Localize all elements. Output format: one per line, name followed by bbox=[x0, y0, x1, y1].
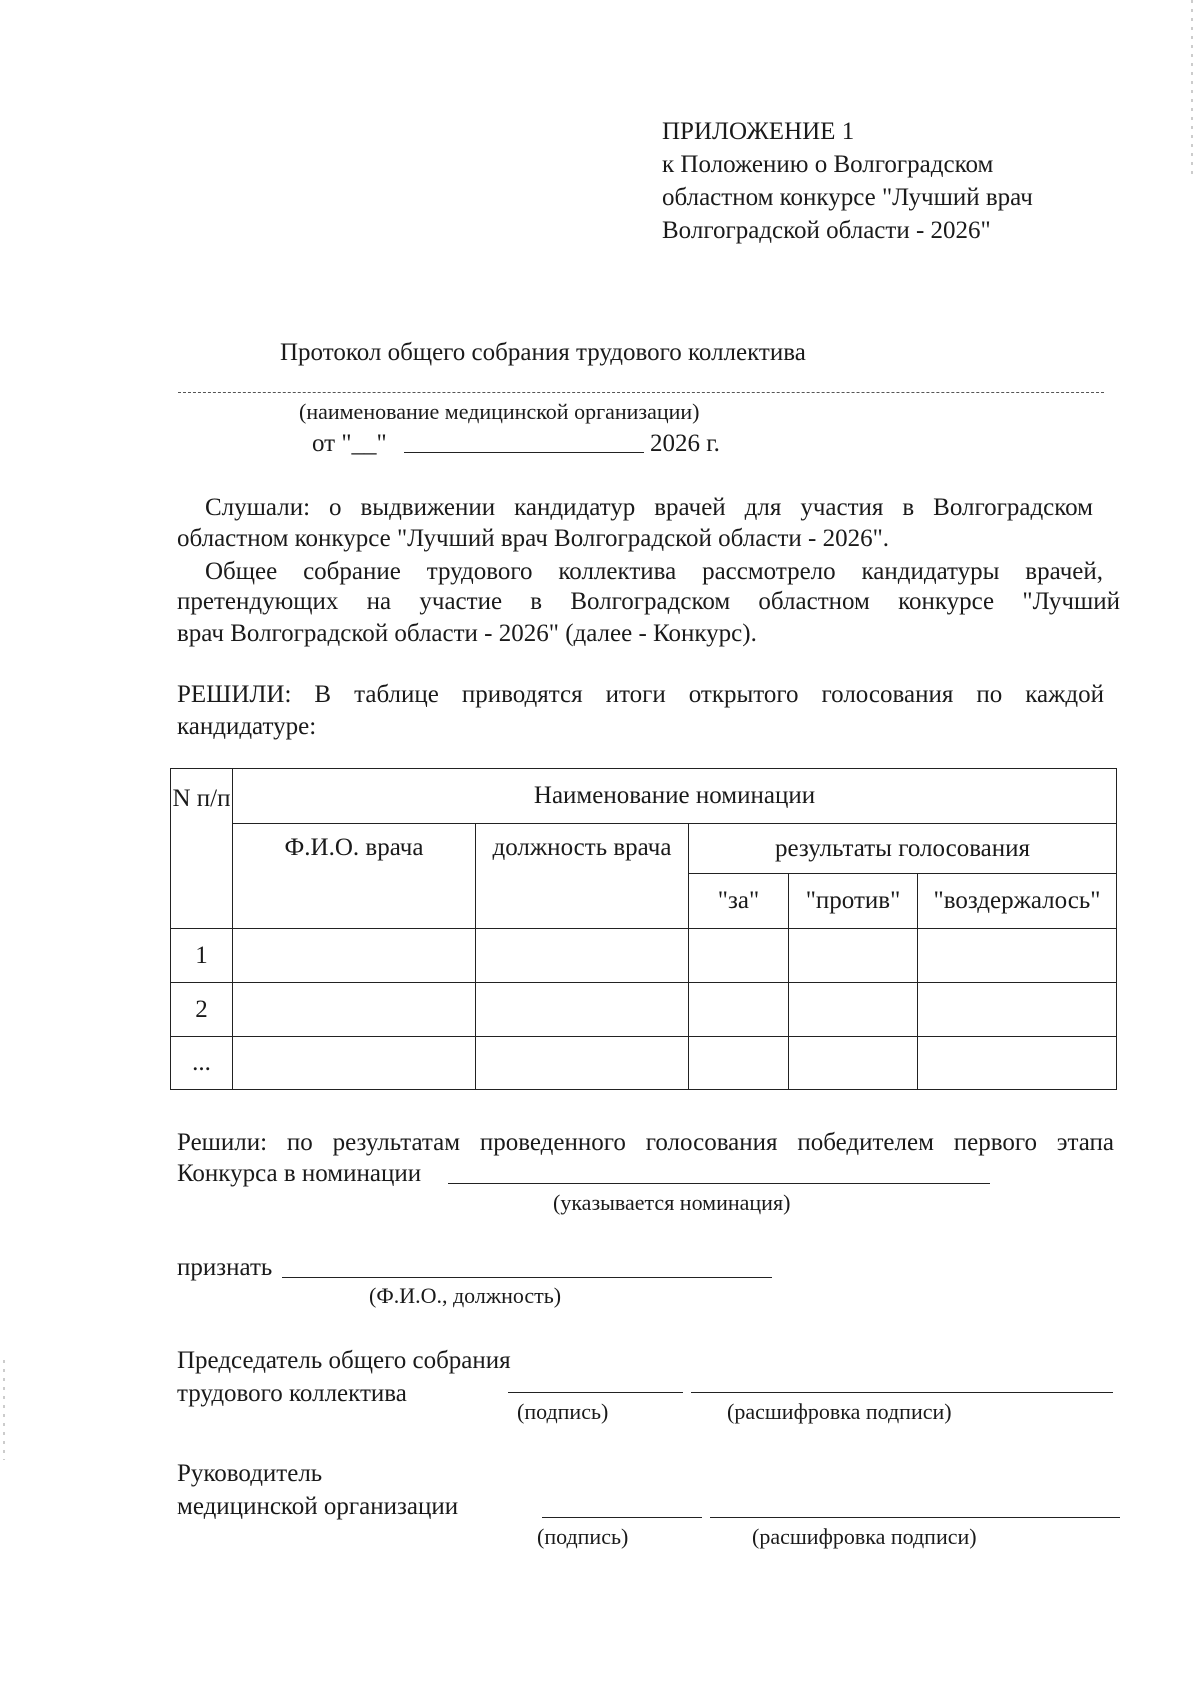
chairman-sign-line bbox=[508, 1392, 683, 1393]
org-caption: (наименование медицинской организации) bbox=[299, 399, 700, 424]
scan-artifact bbox=[1191, 0, 1193, 175]
voting-table bbox=[170, 768, 1117, 1090]
col-header-name: Ф.И.О. врача bbox=[233, 824, 476, 929]
col-header-number: N п/п bbox=[171, 769, 233, 929]
chairman-sign-caption: (подпись) bbox=[517, 1399, 609, 1424]
recognize-caption: (Ф.И.О., должность) bbox=[369, 1283, 562, 1308]
table-row bbox=[171, 929, 1117, 983]
page-title: Протокол общего собрания трудового коллектива bbox=[280, 339, 806, 366]
cell-for bbox=[689, 929, 789, 983]
cell-against bbox=[789, 1037, 918, 1090]
chairman-line1: Председатель общего собрания bbox=[177, 1347, 511, 1374]
cell-position bbox=[476, 983, 689, 1037]
cell-against bbox=[789, 983, 918, 1037]
chairman-decode-line bbox=[691, 1392, 1113, 1393]
row-number: 2 bbox=[171, 983, 233, 1037]
cell-for bbox=[689, 1037, 789, 1090]
appendix-line4: Волгоградской области - 2026" bbox=[662, 217, 991, 244]
nomination-caption: (указывается номинация) bbox=[553, 1190, 791, 1215]
head-line2: медицинской организации bbox=[177, 1493, 459, 1520]
cell-abstained bbox=[918, 929, 1117, 983]
chairman-decode-caption: (расшифровка подписи) bbox=[727, 1399, 952, 1424]
appendix-line2: к Положению о Волгоградском bbox=[662, 151, 994, 178]
decided-line1: РЕШИЛИ: В таблице приводятся итоги открытого голосования по каждой bbox=[177, 681, 1104, 708]
appendix-line3: областном конкурсе "Лучший врач bbox=[662, 184, 1033, 211]
cell-name bbox=[233, 1037, 476, 1090]
decided-line2: кандидатуре: bbox=[177, 713, 317, 740]
org-name-line bbox=[178, 392, 1104, 393]
cell-abstained bbox=[918, 1037, 1117, 1090]
cell-position bbox=[476, 929, 689, 983]
cell-position bbox=[476, 1037, 689, 1090]
cell-name bbox=[233, 929, 476, 983]
date-prefix: от "__" bbox=[312, 430, 387, 457]
col-header-position: должность врача bbox=[476, 824, 689, 929]
resolution-line1: Решили: по результатам проведенного голосования победителем первого этапа bbox=[177, 1129, 1114, 1156]
recognize-line bbox=[282, 1277, 772, 1278]
table-row bbox=[171, 983, 1117, 1037]
col-header-against: "против" bbox=[789, 874, 918, 929]
col-header-results: результаты голосования bbox=[689, 824, 1117, 874]
row-number: 1 bbox=[171, 929, 233, 983]
head-sign-line bbox=[542, 1517, 702, 1518]
heard-line2: областном конкурсе "Лучший врач Волгоградской области - 2026". bbox=[177, 525, 890, 552]
scan-artifact bbox=[3, 1360, 5, 1460]
heard-line5: врач Волгоградской области - 2026" (далее - Конкурс). bbox=[177, 620, 757, 647]
cell-abstained bbox=[918, 983, 1117, 1037]
appendix-line1: ПРИЛОЖЕНИЕ 1 bbox=[662, 118, 855, 145]
cell-name bbox=[233, 983, 476, 1037]
date-line bbox=[404, 452, 644, 453]
col-header-abstained: "воздержалось" bbox=[918, 874, 1117, 929]
cell-against bbox=[789, 929, 918, 983]
nomination-header: Наименование номинации bbox=[233, 769, 1117, 824]
chairman-line2: трудового коллектива bbox=[177, 1380, 407, 1407]
head-line1: Руководитель bbox=[177, 1460, 323, 1487]
heard-line4: претендующих на участие в Волгоградском областном конкурсе "Лучший bbox=[177, 588, 1120, 615]
head-decode-line bbox=[710, 1517, 1120, 1518]
resolution-line2: Конкурса в номинации bbox=[177, 1160, 422, 1187]
recognize-label: признать bbox=[177, 1254, 273, 1281]
heard-line3: Общее собрание трудового коллектива рассмотрело кандидатуры врачей, bbox=[205, 558, 1103, 585]
heard-line1: Слушали: о выдвижении кандидатур врачей для участия в Волгоградском bbox=[205, 494, 1093, 521]
table-row bbox=[171, 1037, 1117, 1090]
head-decode-caption: (расшифровка подписи) bbox=[752, 1524, 977, 1549]
date-year: 2026 г. bbox=[650, 430, 720, 457]
head-sign-caption: (подпись) bbox=[537, 1524, 629, 1549]
col-header-for: "за" bbox=[689, 874, 789, 929]
nomination-line bbox=[448, 1183, 990, 1184]
row-number: ... bbox=[171, 1037, 233, 1090]
cell-for bbox=[689, 983, 789, 1037]
